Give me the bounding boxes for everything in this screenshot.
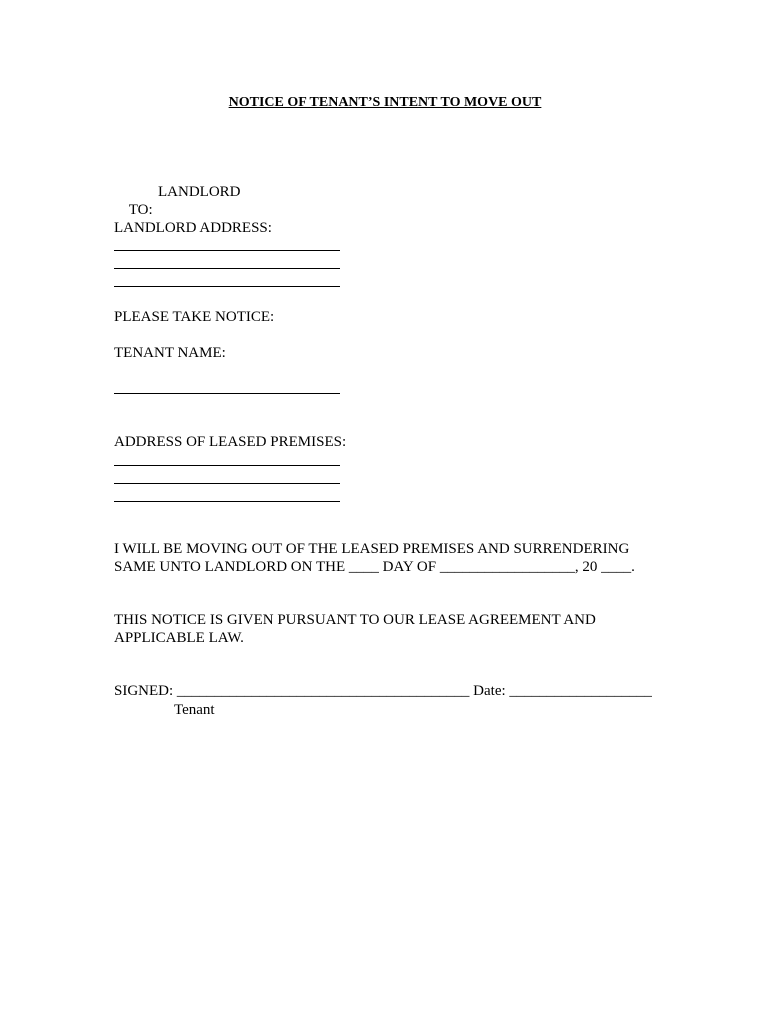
signer-caption: Tenant [174, 702, 215, 718]
leased-premises-field-1[interactable] [114, 465, 340, 466]
notice-statement-line-2: APPLICABLE LAW. [114, 630, 244, 646]
moving-statement-line-1: I WILL BE MOVING OUT OF THE LEASED PREMISES AND SURRENDERING [114, 541, 630, 557]
tenant-name-field[interactable] [114, 393, 340, 394]
signature-line[interactable]: SIGNED: _______________________________________ Date: ___________________ [114, 683, 652, 699]
leased-premises-field-2[interactable] [114, 483, 340, 484]
notice-statement-line-1: THIS NOTICE IS GIVEN PURSUANT TO OUR LEASE AGREEMENT AND [114, 612, 596, 628]
landlord-address-field-1[interactable] [114, 250, 340, 251]
tenant-name-label: TENANT NAME: [114, 345, 226, 361]
leased-premises-field-3[interactable] [114, 501, 340, 502]
leased-premises-label: ADDRESS OF LEASED PREMISES: [114, 434, 347, 450]
moving-statement-line-2: SAME UNTO LANDLORD ON THE ____ DAY OF __________________, 20 ____. [114, 559, 635, 575]
to-label: TO: [128, 202, 153, 218]
please-take-notice: PLEASE TAKE NOTICE: [114, 309, 275, 325]
landlord-address-field-3[interactable] [114, 286, 340, 287]
to-value: LANDLORD [158, 184, 241, 200]
document-title: NOTICE OF TENANT’S INTENT TO MOVE OUT [228, 95, 542, 110]
landlord-address-field-2[interactable] [114, 268, 340, 269]
landlord-address-label: LANDLORD ADDRESS: [114, 220, 272, 236]
